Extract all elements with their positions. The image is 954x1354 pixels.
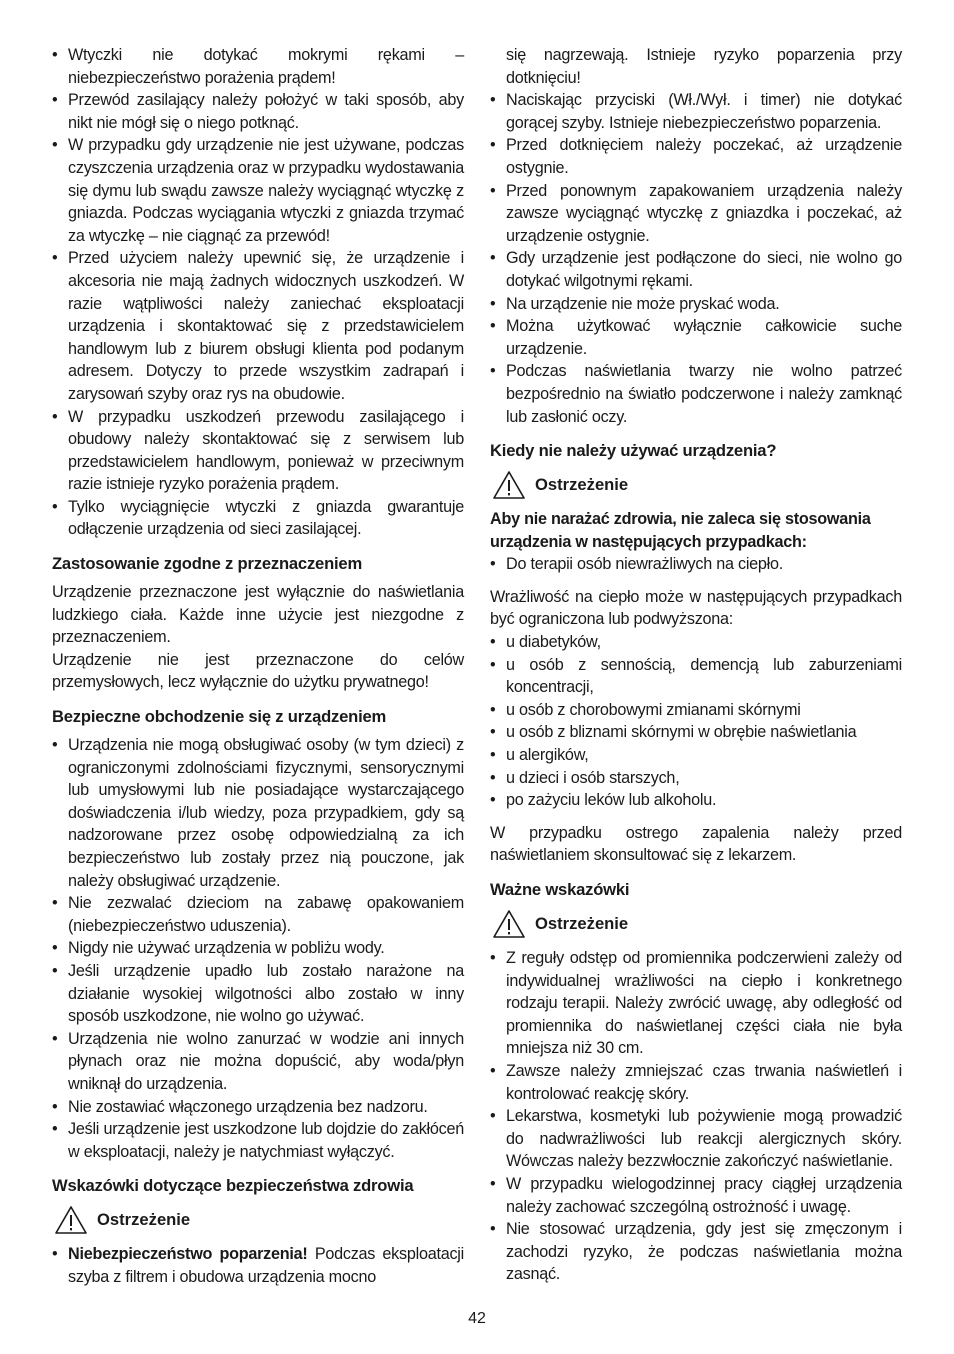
heading-health-safety: Wskazówki dotyczące bezpieczeństwa zdrowia [52,1176,414,1196]
heading-intended-use: Zastosowanie zgodne z przeznaczeniem [52,554,362,574]
list-item: • Urządzenia nie mogą obsługiwać osoby (w tym dzieci) z ograniczonymi zdolnościami fizycznymi, sensorycznymi lub umysłowymi lub nie posiadające wystarczającego doświadczenia i/lub wiedzy, poza przypadkiem, gdy są nadzorowane przez osobę odpowiedzialną za ich bezpieczeństwo lub zostały przez nią pouczone, jak należy obsługiwać urządzenie. [52,734,464,892]
warning-label: Ostrzeżenie [535,475,629,495]
sensitivity-paragraph: Wrażliwość na ciepło może w następujących przypadkach być ograniczona lub podwyższona: [490,587,902,629]
list-item: • Podczas naświetlania twarzy nie wolno patrzeć bezpośrednio na światło podczerwone i należy zamknąć lub zasłonić oczy. [490,360,902,428]
list-item: • u alergików, [490,744,902,767]
list-item: • Urządzenia nie wolno zanurzać w wodzie ani innych płynach oraz nie można dopuścić, aby woda/płyn wniknął do urządzenia. [52,1028,464,1096]
list-item: • Zawsze należy zmniejszać czas trwania naświetleń i kontrolować reakcję skóry. [490,1060,902,1105]
warning-block [492,468,902,502]
list-item: • Można użytkować wyłącznie całkowicie suche urządzenie. [490,315,902,360]
contraindication-list [490,553,902,576]
list-item: • Jeśli urządzenie upadło lub zostało narażone na działanie wysokiej wilgotności albo zostało w inny sposób uszkodzone, nie wolno go używać. [52,960,464,1028]
health-list [52,1243,464,1288]
list-item: • Przed użyciem należy upewnić się, że urządzenie i akcesoria nie mają żadnych widocznych uszkodzeń. W razie wątpliwości należy zaniechać eksploatacji urządzenia i skontaktować się z przedstawicielem handlowym lub z biurem obsługi klienta pod podanym adresem. Dotyczy to przede wszystkim zadrapań i zarysowań szyby oraz rys na obudowie. [52,247,464,405]
warning-triangle-icon [54,1205,88,1235]
health-list-continued [490,89,902,428]
heading-when-not-to-use: Kiedy nie należy używać urządzenia? [490,441,777,461]
warning-triangle-icon [492,470,526,500]
list-item: • Z reguły odstęp od promiennika podczerwieni zależy od indywidualnej wrażliwości na ciepło i konkretnego rodzaju terapii. Należy zwrócić uwagę, aby odległość od promiennika do naświetlanej części ciała nie była mniejsza niż 30 cm. [490,947,902,1060]
list-item: • u osób z sennością, demencją lub zaburzeniami koncentracji, [490,654,902,699]
list-item: • u osób z bliznami skórnymi w obrębie naświetlania [490,721,902,744]
list-item: • Jeśli urządzenie jest uszkodzone lub dojdzie do zakłóceń w eksploatacji, należy je natychmiast wyłączyć. [52,1118,464,1163]
list-item: • Na urządzenie nie może pryskać woda. [490,293,902,316]
list-item: • W przypadku wielogodzinnej pracy ciągłej urządzenia należy zachować szczególną ostrożność i uwagę. [490,1173,902,1218]
list-item: • u diabetyków, [490,631,902,654]
heading-safe-handling: Bezpieczne obchodzenie się z urządzeniem [52,707,387,727]
list-item: • u dzieci i osób starszych, [490,767,902,790]
sensitivity-list [490,631,902,812]
list-item: • Nie zezwalać dzieciom na zabawę opakowaniem (niebezpieczeństwo uduszenia). [52,892,464,937]
warning-label: Ostrzeżenie [97,1210,191,1230]
list-item: • Przed dotknięciem należy poczekać, aż urządzenie ostygnie. [490,134,902,179]
list-item: • Lekarstwa, kosmetyki lub pożywienie mogą prowadzić do nadwrażliwości lub reakcji alergicznych skóry. Wówczas należy bezzwłocznie zakończyć naświetlanie. [490,1105,902,1173]
left-column [52,44,464,1289]
burn-warning-bold: Niebezpieczeństwo poparzenia! [68,1245,308,1264]
list-item [52,1243,464,1288]
list-item: • Gdy urządzenie jest podłączone do sieci, nie wolno go dotykać wilgotnymi rękami. [490,247,902,292]
continuation-text: się nagrzewają. Istnieje ryzyko poparzenia przy dotknięciu! [506,46,902,87]
contraindication-intro: Aby nie narażać zdrowia, nie zaleca się stosowania urządzenia w następujących przypadkach: [490,510,871,551]
list-item: • Przed ponownym zapakowaniem urządzenia należy zawsze wyciągnąć wtyczkę z gniazdka i poczekać, aż urządzenie ostygnie. [490,180,902,248]
warning-block [54,1203,464,1237]
list-item: • Wtyczki nie dotykać mokrymi rękami – niebezpieczeństwo porażenia prądem! [52,44,464,89]
intended-use-paragraph-2: Urządzenie nie jest przeznaczone do celów przemysłowych, lecz wyłącznie do użytku prywatnego! [52,650,464,692]
important-notes-list [490,947,902,1286]
list-item: • Do terapii osób niewrażliwych na ciepło. [490,553,902,576]
list-item: • u osób z chorobowymi zmianami skórnymi [490,699,902,722]
list-item: • po zażyciu leków lub alkoholu. [490,789,902,812]
safe-handling-list [52,734,464,1163]
list-item: • Tylko wyciągnięcie wtyczki z gniazda gwarantuje odłączenie urządzenia od sieci zasilającej. [52,496,464,541]
list-item: • W przypadku gdy urządzenie nie jest używane, podczas czyszczenia urządzenia oraz w przypadku wydostawania się dymu lub swądu zawsze należy wyciągnąć wtyczkę z gniazda. Podczas wyciągania wtyczki z gniazda trzymać za wtyczkę – nie ciągnąć za przewód! [52,134,464,247]
warning-label: Ostrzeżenie [535,914,629,933]
warning-triangle-icon [492,909,526,939]
list-item: • W przypadku uszkodzeń przewodu zasilającego i obudowy należy skontaktować się z serwisem lub przedstawicielem handlowym, ponieważ w przeciwnym razie istnieje ryzyko porażenia prądem. [52,406,464,496]
list-item: • Nie stosować urządzenia, gdy jest się zmęczonym i zachodzi ryzyko, że podczas naświetlania można zasnąć. [490,1218,902,1286]
list-item: • Nigdy nie używać urządzenia w pobliżu wody. [52,937,464,960]
right-column [490,44,902,1286]
intended-use-paragraph-1: Urządzenie przeznaczone jest wyłącznie do naświetlania ludzkiego ciała. Każde inne użycie jest niezgodne z przeznaczeniem. [52,583,464,647]
list-item: • Przewód zasilający należy położyć w taki sposób, aby nikt nie mógł się o niego potknąć. [52,89,464,134]
burn-warning-text: Podczas eksploatacji szyba z filtrem i obudowa urządzenia mocno [68,1245,465,1286]
warning-block [492,907,902,941]
safety-list-electrical [52,44,464,541]
heading-important-notes: Ważne wskazówki [490,880,630,899]
list-item: • Naciskając przyciski (Wł./Wył. i timer) nie dotykać gorącej szyby. Istnieje niebezpieczeństwo poparzenia. [490,89,902,134]
list-item: • Nie zostawiać włączonego urządzenia bez nadzoru. [52,1096,464,1119]
inflammation-paragraph: W przypadku ostrego zapalenia należy przed naświetlaniem skonsultować się z lekarzem. [490,823,902,865]
page-number: 42 [468,1310,486,1327]
